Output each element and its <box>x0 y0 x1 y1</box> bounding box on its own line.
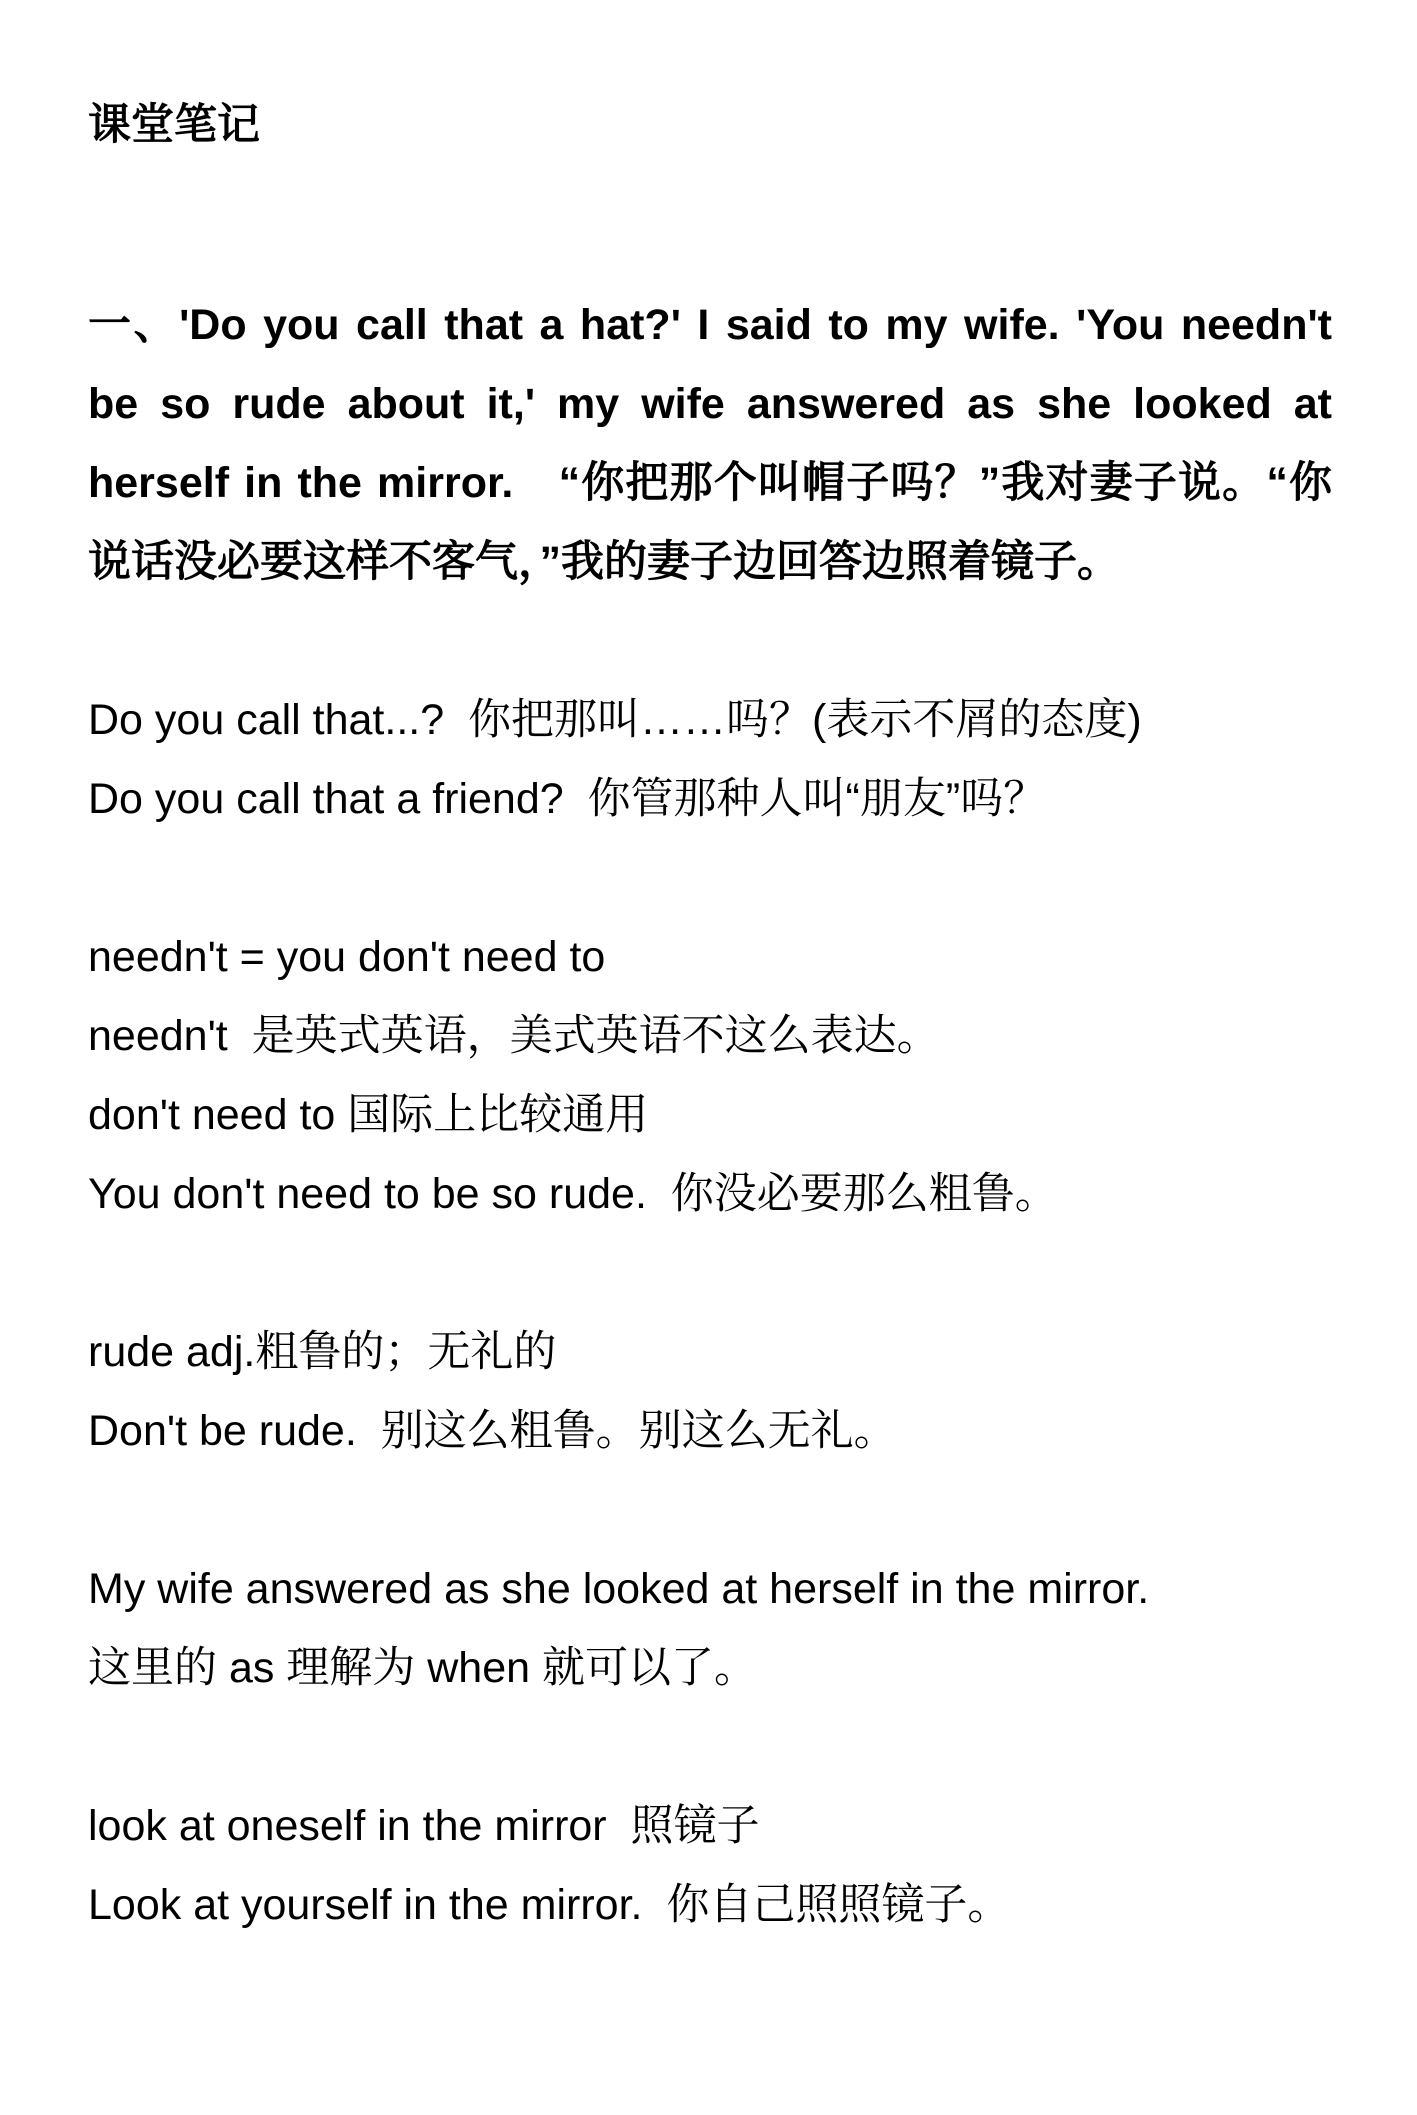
note-line: rude adj.粗鲁的；无礼的 <box>88 1328 557 1376</box>
note-line: needn't 是英式英语，美式英语不这么表达。 <box>88 1012 940 1060</box>
note-line: Do you call that a friend? 你管那种人叫“朋友”吗？ <box>88 775 1047 823</box>
note-line: look at oneself in the mirror 照镜子 <box>88 1802 760 1850</box>
note-section-as-clause <box>88 1550 1332 1708</box>
note-section-look-in-mirror <box>88 1787 1332 1945</box>
note-section-rude <box>88 1313 1332 1471</box>
note-section-do-you-call-that <box>88 681 1332 839</box>
note-line: 这里的 as 理解为 when 就可以了。 <box>88 1644 757 1692</box>
note-line: Do you call that...? 你把那叫……吗？(表示不屑的态度) <box>88 696 1142 744</box>
note-line: Look at yourself in the mirror. 你自己照照镜子。 <box>88 1881 1011 1929</box>
note-line: don't need to 国际上比较通用 <box>88 1091 649 1139</box>
page-title: 课堂笔记 <box>88 101 260 149</box>
note-line: needn't = you don't need to <box>88 933 606 981</box>
note-section-neednt <box>88 918 1332 1234</box>
note-line: You don't need to be so rude. 你没必要那么粗鲁。 <box>88 1170 1058 1218</box>
lesson-sentence-paragraph: 一、'Do you call that a hat?' I said to my wife. 'You needn't be so rude about it,' my wife answered as she looked at herself in the mirror. “你把那个叫帽子吗？”我对妻子说。“你说话没必要这样不客气，”我的妻子边回答边照着镜子。 <box>88 301 1332 586</box>
note-line: My wife answered as she looked at herself in the mirror. <box>88 1565 1150 1613</box>
note-line: Don't be rude. 别这么粗鲁。别这么无礼。 <box>88 1407 897 1455</box>
